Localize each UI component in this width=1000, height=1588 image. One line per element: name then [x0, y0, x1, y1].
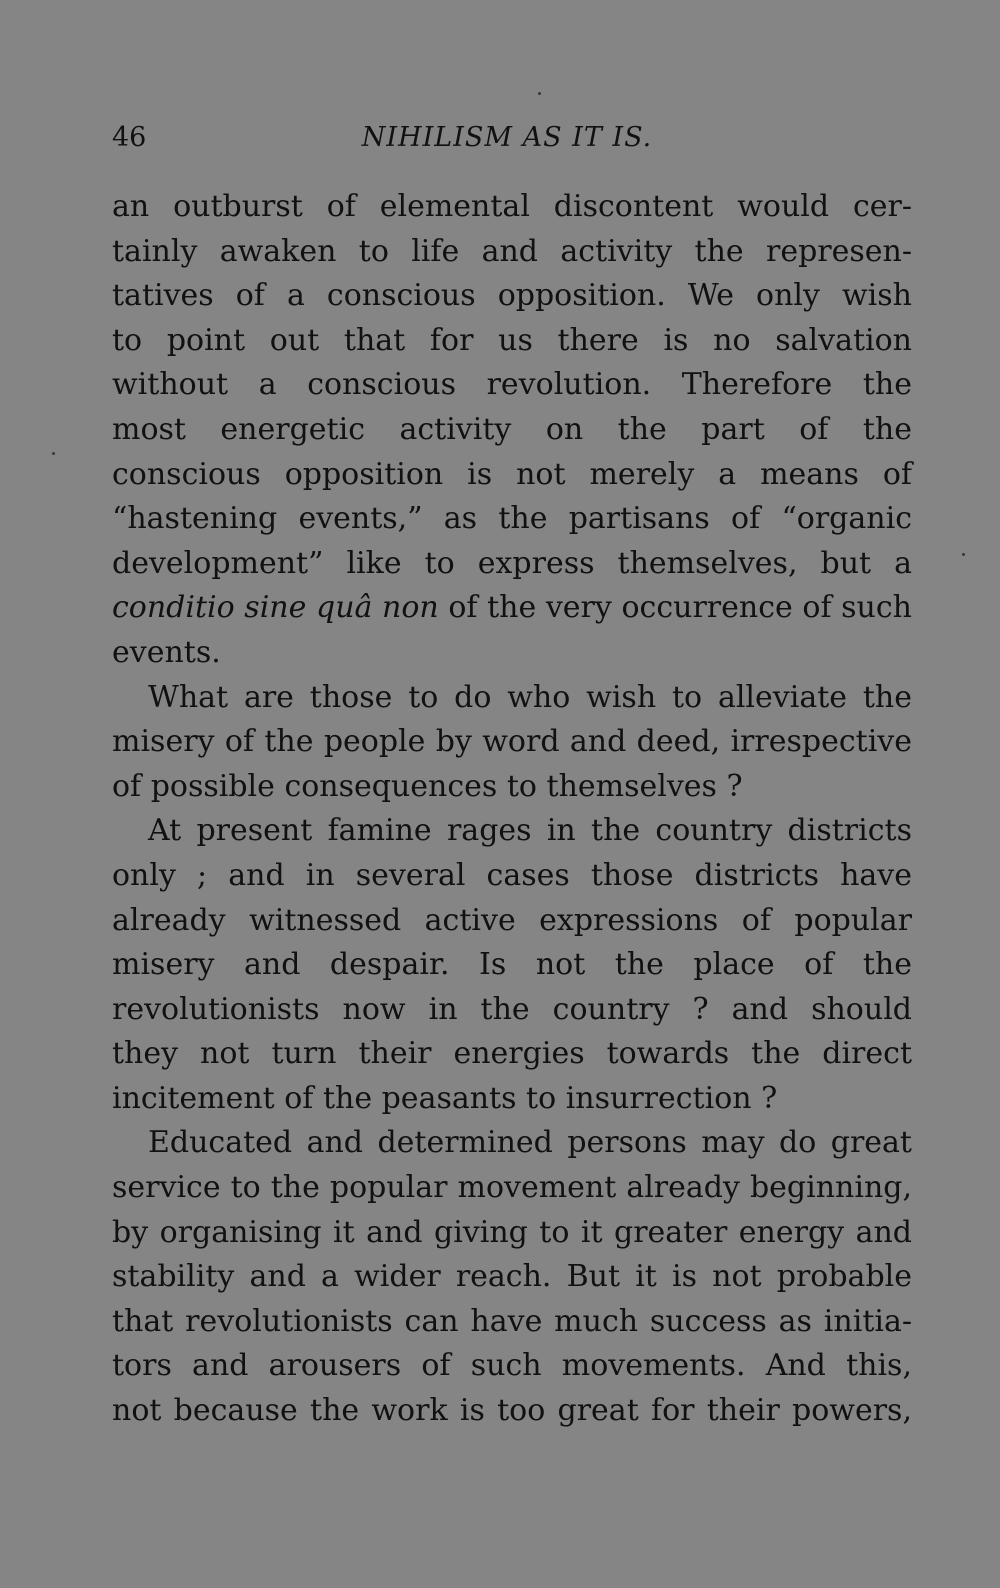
text-line: incitement of the peasants to insurrection ? — [112, 1080, 778, 1116]
text-line-rest: of the very occurrence of such — [438, 590, 912, 626]
text-line: of possible consequences to themselves ? — [112, 768, 743, 804]
text-line: At present famine rages in the country districts — [148, 813, 912, 849]
text-line: not because the work is too great for their powers, — [112, 1393, 912, 1429]
page-header — [112, 118, 912, 158]
text-line: without a conscious revolution. Therefore the — [112, 367, 912, 403]
text-line: to point out that for us there is no salvation — [112, 322, 912, 358]
running-title: NIHILISM AS IT IS. — [361, 122, 653, 153]
text-line: “hastening events,” as the partisans of “organic — [112, 501, 912, 537]
text-line: most energetic activity on the part of the — [112, 411, 912, 447]
text-line: misery of the people by word and deed, irrespective — [112, 724, 912, 760]
text-line: Educated and determined persons may do great — [148, 1125, 912, 1161]
latin-phrase: conditio sine quâ non — [112, 590, 439, 626]
text-line: that revolutionists can have much success as initia- — [112, 1303, 912, 1339]
print-speck — [52, 452, 55, 455]
text-line: development” like to express themselves, but a — [112, 545, 912, 581]
page-number: 46 — [112, 122, 147, 153]
text-line: revolutionists now in the country ? and should — [112, 991, 912, 1027]
print-speck — [962, 553, 965, 556]
text-line: they not turn their energies towards the direct — [112, 1036, 912, 1072]
text-line: conscious opposition is not merely a means of — [112, 456, 912, 492]
print-speck — [538, 92, 541, 95]
text-line: service to the popular movement already beginning, — [112, 1170, 912, 1206]
body-text — [112, 185, 912, 1434]
text-line: by organising it and giving to it greater energy and — [112, 1214, 912, 1250]
text-line: tors and arousers of such movements. And this, — [112, 1348, 912, 1384]
text-line: already witnessed active expressions of popular — [112, 902, 912, 938]
text-line: events. — [112, 634, 221, 670]
text-line: tainly awaken to life and activity the represen- — [112, 233, 912, 269]
text-line: misery and despair. Is not the place of the — [112, 947, 912, 983]
text-line: tatives of a conscious opposition. We only wish — [112, 278, 912, 314]
text-line: What are those to do who wish to alleviate the — [148, 679, 912, 715]
text-line — [112, 586, 912, 631]
text-line: an outburst of elemental discontent would cer- — [112, 189, 912, 224]
text-line: stability and a wider reach. But it is not probable — [112, 1259, 912, 1295]
text-line: only ; and in several cases those districts have — [112, 857, 912, 893]
